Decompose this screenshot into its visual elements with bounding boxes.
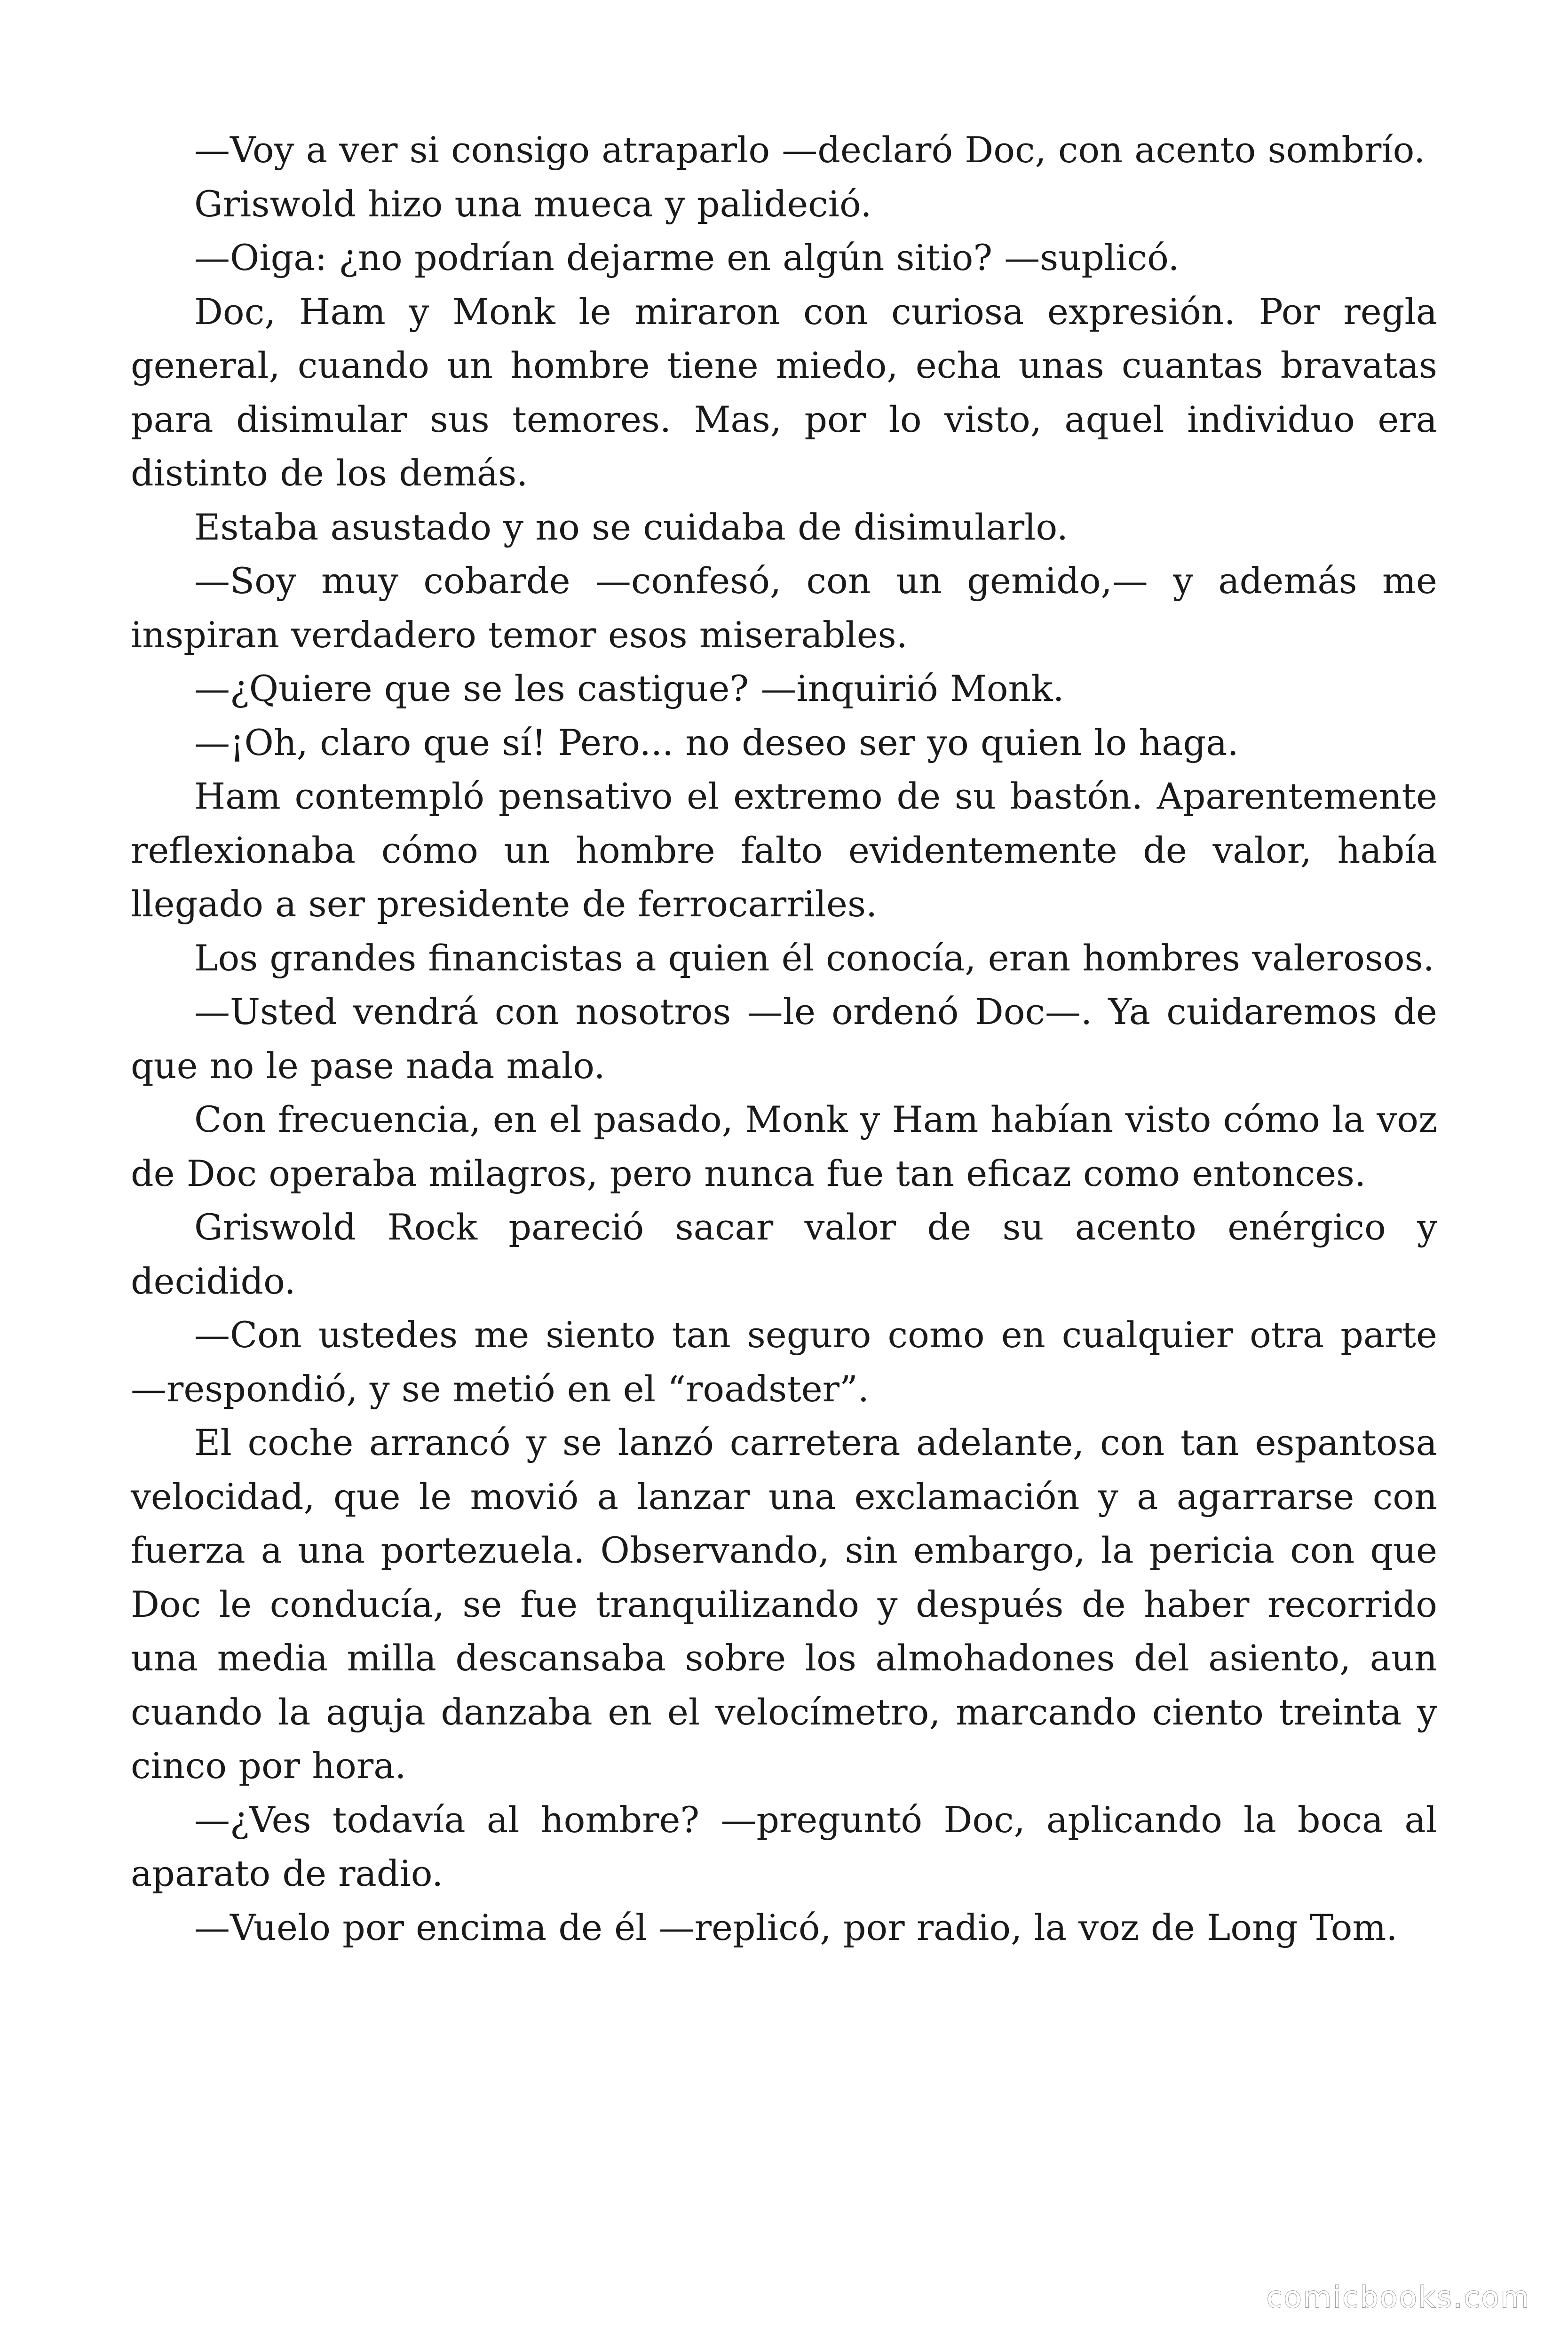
paragraph: —¿Quiere que se les castigue? —inquirió Monk. (194, 667, 1064, 709)
paragraph: El coche arrancó y se lanzó carretera adelante, con tan espantosa velocidad, que le movió a lanzar una exclamación y a agarrarse con fuerza a una portezuela. Observando, sin embargo, la pericia con que Doc le conducía, se fue tranquilizando y después de haber recorrido una media milla descansaba sobre los almohadones del asiento, aun cuando la aguja danzaba en el velocímetro, marcando ciento treinta y cinco por hora. (131, 1422, 1437, 1787)
book-page (131, 123, 1437, 2207)
paragraph: —Usted vendrá con nosotros —le ordenó Doc—. Ya cuidaremos de que no le pase nada malo. (131, 991, 1437, 1087)
paragraph: —Con ustedes me siento tan seguro como en cualquier otra parte —respondió, y se metió en el “roadster”. (131, 1314, 1437, 1410)
paragraph: Griswold Rock pareció sacar valor de su acento enérgico y decidido. (131, 1206, 1437, 1302)
paragraph: —Voy a ver si consigo atraparlo —declaró Doc, con acento sombrío. (194, 129, 1425, 171)
paragraph: Con frecuencia, en el pasado, Monk y Ham habían visto cómo la voz de Doc operaba milagros, pero nunca fue tan eficaz como entonces. (131, 1098, 1437, 1194)
watermark: comicbooks.com (1266, 2280, 1530, 2314)
paragraph: —¡Oh, claro que sí! Pero... no deseo ser yo quien lo haga. (194, 721, 1239, 763)
paragraph: —Oiga: ¿no podrían dejarme en algún sitio? —suplicó. (194, 237, 1180, 278)
paragraph: —¿Ves todavía al hombre? —preguntó Doc, aplicando la boca al aparato de radio. (131, 1798, 1437, 1894)
paragraph: Doc, Ham y Monk le miraron con curiosa expresión. Por regla general, cuando un hombre tiene miedo, echa unas cuantas bravatas para disimular sus temores. Mas, por lo visto, aquel individuo era distinto de los demás. (131, 290, 1437, 494)
paragraph: Griswold hizo una mueca y palideció. (194, 183, 872, 225)
paragraph: Los grandes financistas a quien él conocía, eran hombres valerosos. (194, 937, 1434, 979)
paragraph: —Soy muy cobarde —confesó, con un gemido,— y además me inspiran verdadero temor esos miserables. (131, 560, 1437, 656)
paragraph: —Vuelo por encima de él —replicó, por radio, la voz de Long Tom. (194, 1906, 1398, 1948)
paragraph: Estaba asustado y no se cuidaba de disimularlo. (194, 506, 1069, 548)
paragraph: Ham contempló pensativo el extremo de su bastón. Aparentemente reflexionaba cómo un hombre falto evidentemente de valor, había llegado a ser presidente de ferrocarriles. (131, 775, 1437, 925)
